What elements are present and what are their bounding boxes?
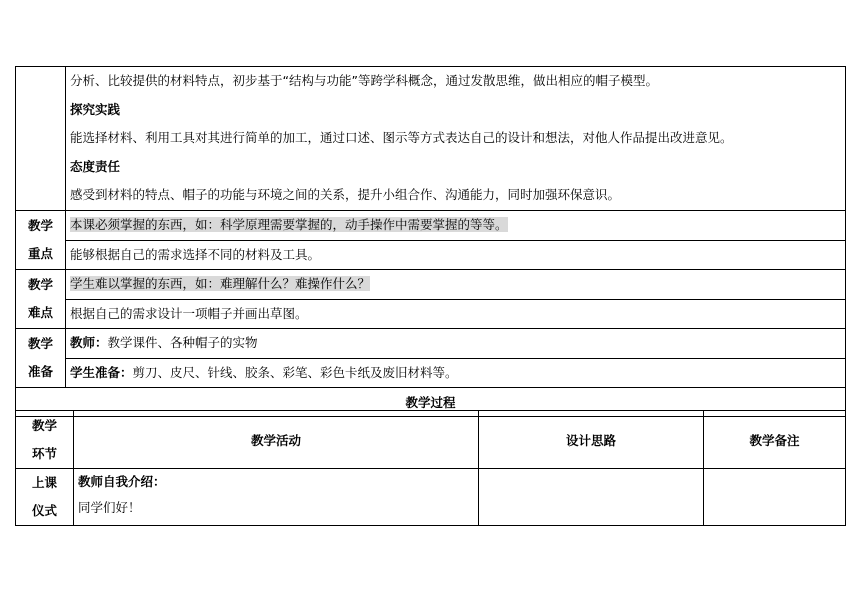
teacher-prep-cell [66, 329, 846, 359]
key-points-text: 能够根据自己的需求选择不同的材料及工具。 [70, 246, 321, 262]
goals-content-cell [66, 67, 846, 211]
difficulties-text-cell [66, 299, 846, 329]
col-stage-1: 教学 [31, 417, 57, 433]
difficulties-text: 根据自己的需求设计一项帽子并画出草图。 [70, 305, 308, 321]
row-stage-1: 上课 [31, 475, 57, 490]
col-design: 设计思路 [479, 411, 704, 469]
lesson-plan-table [15, 66, 846, 417]
student-prep-text: 剪刀、皮尺、针线、胶条、彩笔、彩色卡纸及废旧材料等。 [132, 364, 458, 380]
row-notes [704, 469, 846, 526]
practice-heading: 探究实践 [70, 101, 121, 117]
key-points-hint-cell [66, 211, 846, 241]
teacher-prep-text: 教学课件、各种帽子的实物 [107, 335, 258, 350]
difficulties-label-2: 难点 [27, 305, 53, 320]
key-points-text-cell [66, 240, 846, 270]
col-activity: 教学活动 [74, 411, 479, 469]
goals-line-3: 感受到材料的特点、帽子的功能与环境之间的关系，提升小组合作、沟通能力，同时加强环保意识。 [70, 187, 621, 202]
preparation-label-1: 教学 [27, 336, 53, 351]
row-activity-title: 教师自我介绍： [78, 474, 166, 489]
difficulties-hint-cell [66, 270, 846, 300]
col-stage-2: 环节 [31, 445, 57, 461]
student-prep-label: 学生准备： [70, 364, 133, 380]
process-table [15, 410, 846, 526]
difficulties-label-1: 教学 [27, 277, 53, 292]
row-stage-2: 仪式 [31, 503, 57, 518]
key-points-label-2: 重点 [27, 246, 53, 261]
key-points-hint: 本课必须掌握的东西，如：科学原理需要掌握的，动手操作中需要掌握的等等。 [70, 217, 508, 232]
process-title: 教学过程 [16, 388, 846, 417]
preparation-label [16, 329, 66, 388]
row-design [479, 469, 704, 526]
col-notes: 教学备注 [704, 411, 846, 469]
row-stage [16, 469, 74, 526]
goals-line-2: 能选择材料、利用工具对其进行简单的加工，通过口述、图示等方式表达自己的设计和想法，对他人作品提出改进意见。 [70, 130, 733, 145]
difficulties-hint: 学生难以掌握的东西，如：难理解什么？难操作什么？ [70, 276, 371, 291]
student-prep-cell [66, 358, 846, 388]
attitude-heading: 态度责任 [70, 158, 121, 174]
goals-label-cell [16, 67, 66, 211]
col-stage [16, 411, 74, 469]
difficulties-label [16, 270, 66, 329]
row-activity-text: 同学们好！ [78, 500, 141, 515]
key-points-label [16, 211, 66, 270]
key-points-label-1: 教学 [27, 218, 53, 233]
goals-line-1: 分析、比较提供的材料特点，初步基于“结构与功能”等跨学科概念，通过发散思维，做出相应的帽子模型。 [70, 73, 658, 88]
teacher-prep-label: 教师： [70, 335, 108, 350]
preparation-label-2: 准备 [27, 364, 53, 379]
row-activity [74, 469, 479, 526]
